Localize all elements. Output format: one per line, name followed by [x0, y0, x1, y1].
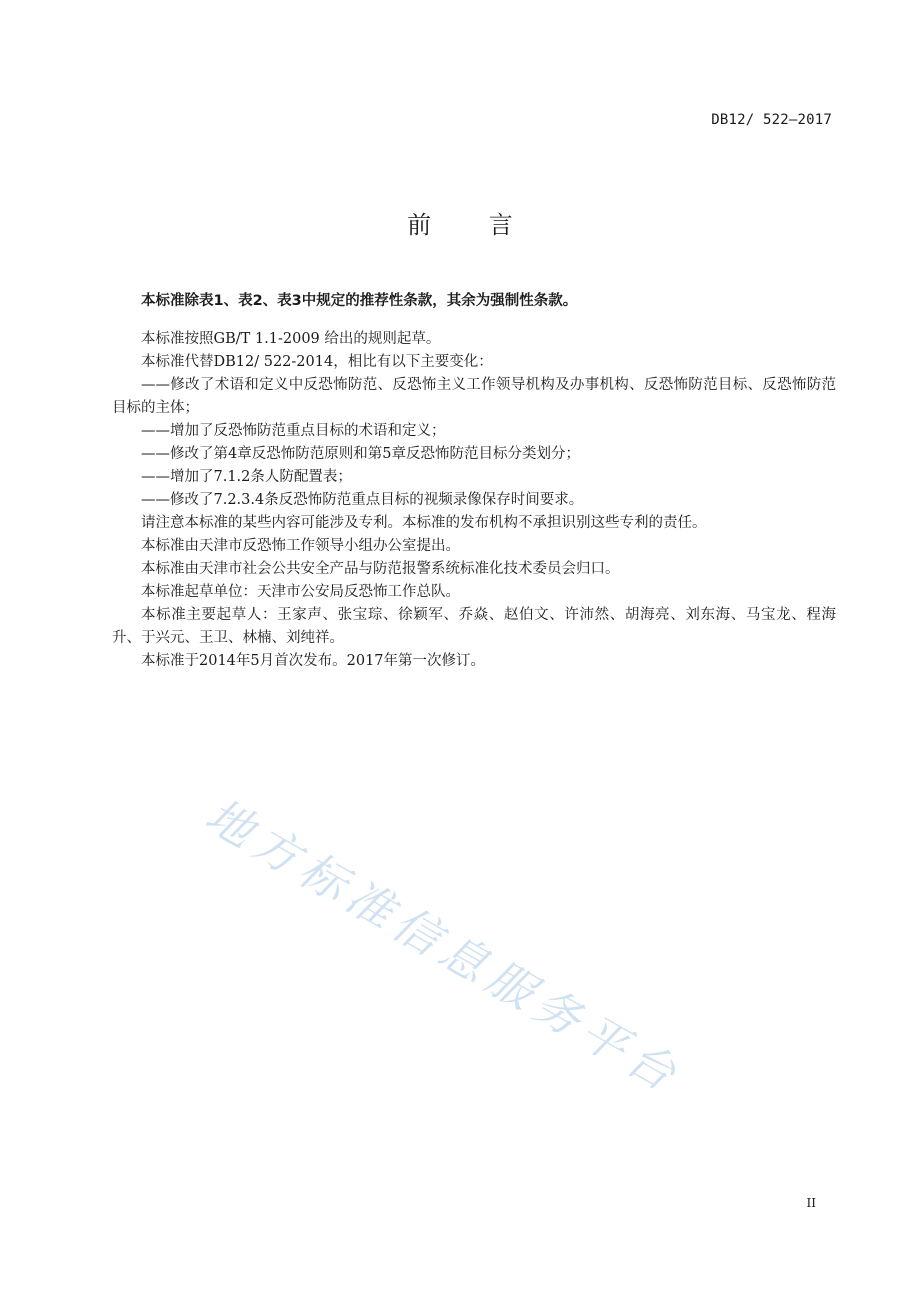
paragraph-proposer: 本标准由天津市反恐怖工作领导小组办公室提出。: [141, 538, 460, 554]
paragraph-patent-notice: 请注意本标准的某些内容可能涉及专利。本标准的发布机构不承担识别这些专利的责任。: [141, 515, 707, 531]
paragraph-history: 本标准于2014年5月首次发布。2017年第一次修订。: [141, 653, 486, 669]
paragraph-replaces: 本标准代替DB12/ 522-2014，相比有以下主要变化：: [141, 354, 493, 370]
watermark: 地方标准信息服务平台: [196, 787, 692, 1105]
document-code: DB12/ 522—2017: [711, 112, 832, 128]
change-item: ——修改了7.2.3.4条反恐怖防范重点目标的视频录像保存时间要求。: [141, 492, 584, 508]
page-number: II: [806, 1196, 816, 1210]
paragraph-drafting-unit: 本标准起草单位：天津市公安局反恐怖工作总队。: [141, 584, 460, 600]
mandatory-notice: 本标准除表1、表2、表3中规定的推荐性条款，其余为强制性条款。: [141, 293, 578, 309]
paragraph-committee: 本标准由天津市社会公共安全产品与防范报警系统标准化技术委员会归口。: [141, 561, 620, 577]
preface-body: [112, 290, 836, 673]
change-item: ——增加了反恐怖防范重点目标的术语和定义；: [141, 423, 446, 439]
paragraph-drafting-rules: 本标准按照GB/T 1.1-2009 给出的规则起草。: [141, 331, 441, 347]
change-item: ——增加了7.1.2条人防配置表；: [141, 469, 352, 485]
paragraph-drafters: 本标准主要起草人：王家声、张宝琮、徐颖军、乔焱、赵伯文、许沛然、胡海亮、刘东海、马宝龙、程海升、于兴元、王卫、林楠、刘纯祥。: [112, 607, 836, 646]
change-item: ——修改了术语和定义中反恐怖防范、反恐怖主义工作领导机构及办事机构、反恐怖防范目标、反恐怖防范目标的主体；: [112, 377, 836, 416]
page-title: 前 言: [407, 211, 513, 239]
change-item: ——修改了第4章反恐怖防范原则和第5章反恐怖防范目标分类划分；: [141, 446, 580, 462]
